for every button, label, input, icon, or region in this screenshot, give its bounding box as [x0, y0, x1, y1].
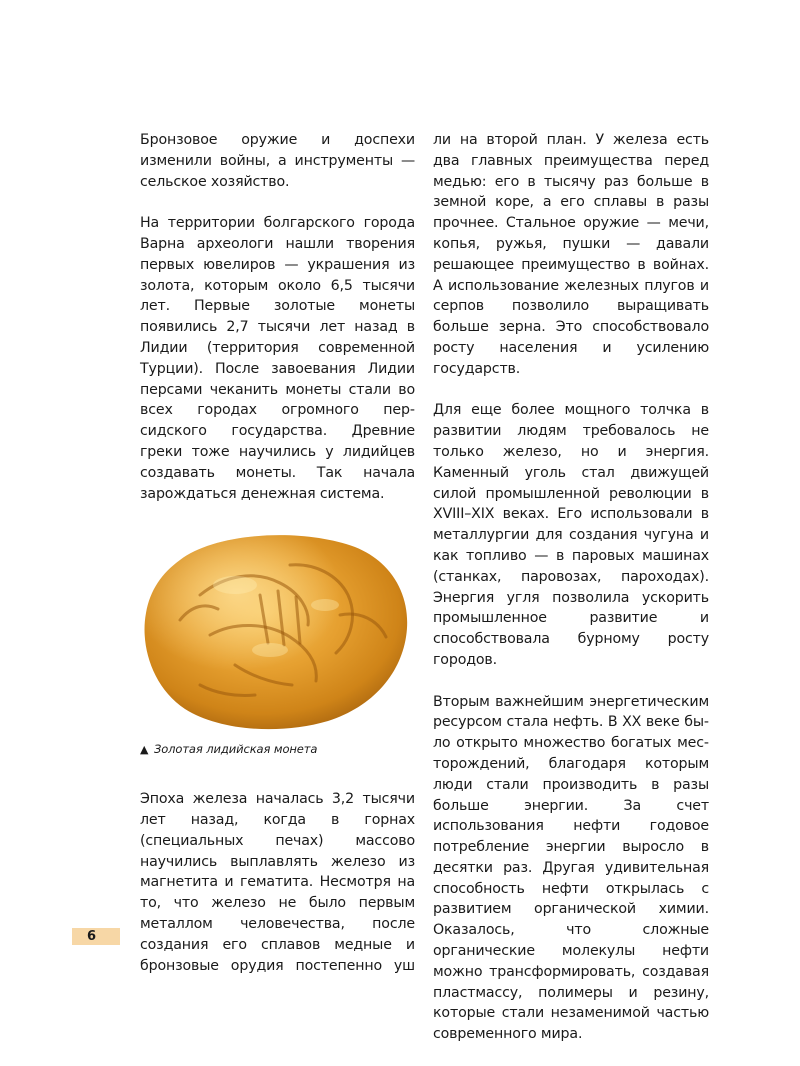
- caption-text: Золотая лидийская монета: [153, 742, 318, 757]
- paragraph-oil: Вторым важнейшим энергетическим ресурсом стала нефть. В XX веке было открыто множество богатых месторождений, благодаря которым люди стали производить в разы больше энергии. За счет использования нефти годовое потребление энергии выросло в десятки раз. Другая удивительная способность нефти открылась с развитием органической химии. Оказалось, что сложные органические молекулы нефти можно трансформировать, создавая пластмассу, полимеры и резину, которые стали незаменимой частью современного мира.: [433, 693, 709, 1043]
- paragraph-iron-age: Эпоха железа началась 3,2 тысячи лет назад, когда в горнах (специальных печах) массово научились выплавлять железо из магнетита и гематита. Несмотря на то, что железо не было первым металлом человечества, после создания его сплавов медные и бронзовые орудия постепенно уш: [140, 791, 415, 974]
- paragraph-iron-advantages: ли на второй план. У железа есть два главных преимущества перед медью: его в тысячу раз больше в земной коре, а его сплавы в разы прочнее. Стальное оружие — мечи, копья, ружья, пушки — давали решающее преимущество в войнах. А использование железных плугов и серпов позволило выращивать больше зерна. Это способствовало росту населения и усилению государств.: [433, 132, 709, 377]
- coin-figure: [140, 525, 415, 758]
- page-number: 6: [72, 928, 120, 945]
- coin-illustration: [140, 525, 415, 735]
- triangle-up-icon: ▲: [140, 743, 149, 757]
- paragraph-bronze: Бронзовое оружие и доспехи изменили войны, а инструменты — сельское хозяйство.: [140, 132, 415, 190]
- paragraph-gold-coins: На территории болгарского города Варна археологи нашли творения первых ювелиров — украшения из золота, которым около 6,5 тысячи лет. Первые золотые монеты появились 2,7 тысячи лет назад в Лидии (территория современной Турции). После завоевания Лидии персами чеканить монеты стали во всех городах огромного персидского государства. Древние греки тоже научились у лидийцев создавать монеты. Так начала зарождаться денежная система.: [140, 215, 415, 502]
- right-column: [433, 130, 709, 1066]
- left-column: [140, 130, 415, 997]
- lydian-coin-image: [140, 525, 415, 735]
- paragraph-coal: Для еще более мощного толчка в развитии людям требовалось не только железо, но и энергия. Каменный уголь стал движущей силой промышленной революции в XVIII–XIX веках. Его использовали в металлургии для создания чугуна и как топливо — в паровых машинах (станках, паровозах, пароходах). Энергия угля позволила ускорить промышленное развитие и способствовала бурному росту городов.: [433, 402, 709, 668]
- figure-caption: [140, 741, 415, 758]
